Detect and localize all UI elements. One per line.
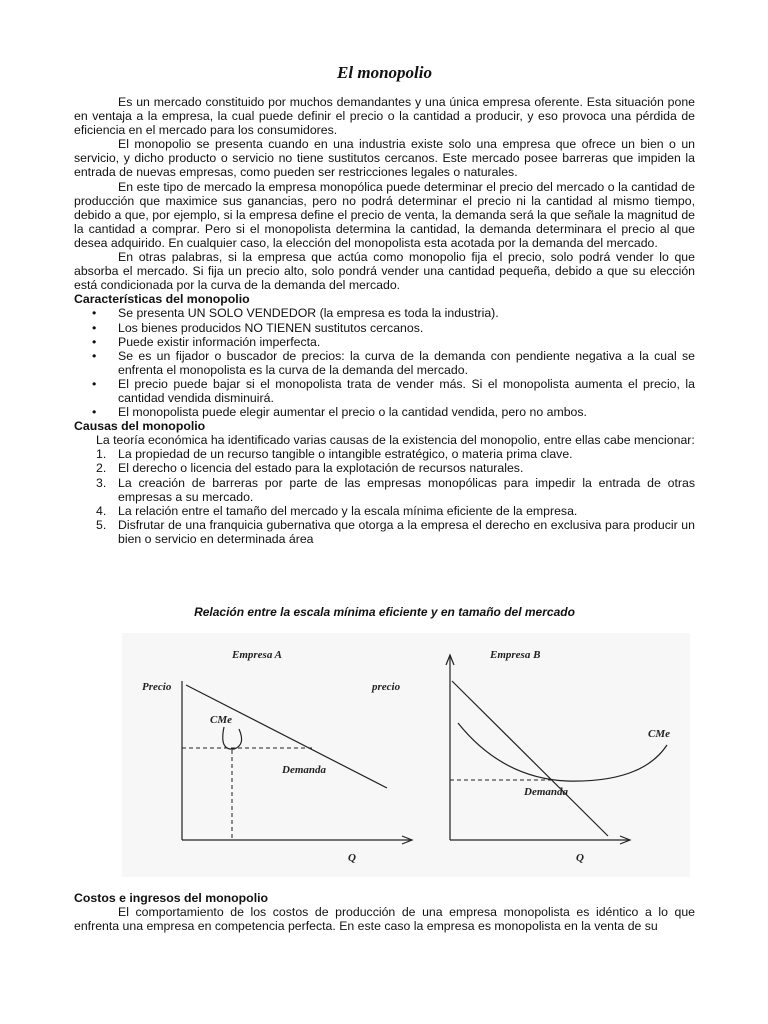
bullet-icon: • [92, 348, 97, 363]
panel-b-demand-curve [452, 681, 608, 836]
causes-heading: Causas del monopolio [74, 419, 206, 434]
main-text [74, 95, 695, 546]
bullet-icon: • [92, 405, 97, 420]
list-item: • Se es un fijador o buscador de precios: la curva de la demanda con pendiente negativa a la cual se enfrenta el monopolista es la curva de la demanda del mercado. [92, 348, 695, 377]
intro-paragraph-1: Es un mercado constituido por muchos demandantes y una única empresa oferente. Esta situación pone en ventaja a la empresa, la cual puede definir el precio o la cantidad a producir, y eso provoca una pérdida de eficiencia en el mercado para los consumidores. [74, 95, 695, 138]
panel-b-cost-label: CMe [648, 728, 670, 740]
bullet-icon: • [92, 334, 97, 349]
characteristics-heading: Características del monopolio [74, 292, 250, 307]
list-item: • El precio puede bajar si el monopolista trata de vender más. Si el monopolista aumenta el precio, la cantidad vendida disminuirá. [92, 376, 695, 405]
intro-paragraph-4: En otras palabras, si la empresa que actúa como monopolio fija el precio, solo podrá vender lo que absorba el mercado. Si fija un precio alto, solo pondrá vender una cantidad pequeña, debido a que su elección está condicionada por la curva de la demanda del mercado. [74, 250, 695, 293]
bullet-icon: • [92, 320, 97, 335]
costs-heading: Costos e ingresos del monopolio [74, 891, 269, 905]
panel-b-y-label: precio [372, 681, 401, 693]
list-item: • Se presenta UN SOLO VENDEDOR (la empresa es toda la industria). [92, 306, 499, 321]
list-item: 4. La relación entre el tamaño del mercado y la escala mínima eficiente de la empresa. [96, 503, 578, 518]
panel-b-x-label: Q [576, 852, 584, 864]
list-item: 1. La propiedad de un recurso tangible o intangible estratégico, o materia prima clave. [96, 447, 573, 462]
panel-a-demand-label: Demanda [282, 764, 326, 776]
panel-a-cost-curve [223, 727, 242, 749]
causes-intro: La teoría económica ha identificado varias causas de la existencia del monopolio, entre ellas cabe mencionar: [96, 433, 695, 448]
list-item: 2. El derecho o licencia del estado para la explotación de recursos naturales. [96, 461, 524, 476]
list-item: 3. La creación de barreras por parte de las empresas monopólicas para impedir la entrada de otras empresas a su mercado. [96, 475, 695, 504]
panel-a-cost-label: CMe [210, 714, 232, 726]
panel-b-cost-curve [458, 723, 667, 781]
panel-a-x-label: Q [348, 852, 356, 864]
costs-section [74, 891, 695, 933]
list-item: • El monopolista puede elegir aumentar el precio o la cantidad vendida, pero no ambos. [92, 405, 587, 420]
intro-paragraph-3: En este tipo de mercado la empresa monopólica puede determinar el precio del mercado o la cantidad de producción que maximice sus ganancias, pero no podrá determinar el precio ni la cantidad al mismo tiempo, debido a que, por ejemplo, si la empresa define el precio de venta, la demanda será la que señale la magnitud de la cantidad a comprar. Pero si el monopolista determina la cantidad, la demanda determinara el precio al que desea adquirido. En cualquier caso, la elección del monopolista esta acotada por la demanda del mercado. [74, 179, 695, 250]
panel-a-y-label: Precio [142, 681, 172, 693]
panel-a-title: Empresa A [232, 649, 283, 661]
figure-caption: Relación entre la escala mínima eficiente y en tamaño del mercado [194, 605, 575, 619]
panel-b-demand-label: Demanda [524, 786, 568, 798]
list-item: • Puede existir información imperfecta. [92, 334, 321, 349]
list-item: 5. Disfrutar de una franquicia gubernativa que otorga a la empresa el derecho en exclusiva para producir un bien o servicio en determinada área [96, 517, 695, 546]
characteristics-list [74, 306, 695, 419]
causes-list [74, 447, 695, 546]
figure-diagram [122, 633, 690, 877]
bullet-icon: • [92, 376, 97, 391]
list-item: • Los bienes producidos NO TIENEN sustitutos cercanos. [92, 320, 424, 335]
costs-paragraph: El comportamiento de los costos de producción de una empresa monopolista es idéntico a lo que enfrenta una empresa en competencia perfecta. En este caso la empresa es monopolista en la venta de su [74, 905, 695, 934]
document-title: El monopolio [337, 63, 432, 82]
market-size-figure [122, 633, 690, 877]
intro-paragraph-2: El monopolio se presenta cuando en una industria existe solo una empresa que ofrece un bien o un servicio, y dicho producto o servicio no tiene sustitutos cercanos. Este mercado posee barreras que impiden la entrada de nuevas empresas, como pueden ser restricciones legales o naturales. [74, 137, 695, 180]
bullet-icon: • [92, 306, 97, 321]
panel-b-title: Empresa B [490, 649, 541, 661]
